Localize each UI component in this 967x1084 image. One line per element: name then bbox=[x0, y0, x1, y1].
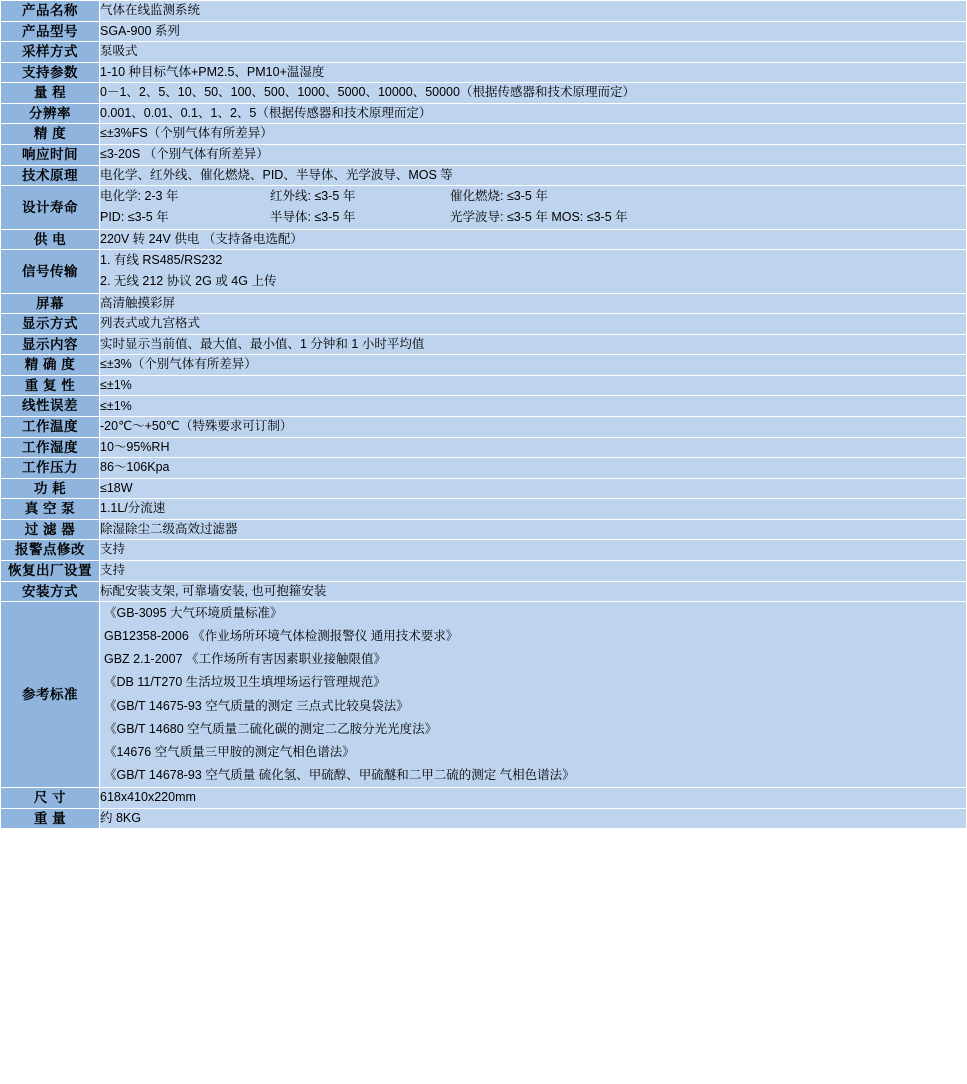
table-row bbox=[1, 144, 967, 165]
row-label: 技术原理 bbox=[1, 165, 100, 186]
table-row bbox=[1, 560, 967, 581]
row-label: 显示内容 bbox=[1, 334, 100, 355]
row-value: 1-10 种目标气体+PM2.5、PM10+温湿度 bbox=[100, 62, 967, 83]
row-label: 量 程 bbox=[1, 83, 100, 104]
row-label: 显示方式 bbox=[1, 314, 100, 335]
design-life-row bbox=[100, 186, 966, 207]
design-life-cell: 催化燃烧: ≤3-5 年 bbox=[450, 189, 548, 204]
table-row bbox=[1, 165, 967, 186]
row-label: 供 电 bbox=[1, 229, 100, 250]
design-life-cell: 红外线: ≤3-5 年 bbox=[270, 189, 356, 204]
row-value: ≤±1% bbox=[100, 375, 967, 396]
table-row bbox=[1, 788, 967, 809]
row-label: 功 耗 bbox=[1, 478, 100, 499]
row-label: 参考标准 bbox=[1, 602, 100, 788]
row-value: 标配安装支架, 可靠墙安装, 也可抱箍安装 bbox=[100, 581, 967, 602]
table-row bbox=[1, 396, 967, 417]
row-value: 约 8KG bbox=[100, 808, 967, 829]
row-value: 高清触摸彩屏 bbox=[100, 293, 967, 314]
row-label: 安装方式 bbox=[1, 581, 100, 602]
table-row-design-life bbox=[1, 186, 967, 230]
table-row bbox=[1, 458, 967, 479]
row-value: 支持 bbox=[100, 560, 967, 581]
standard-item: GB12358-2006 《作业场所环境气体检测报警仪 通用技术要求》 bbox=[104, 629, 459, 644]
row-label: 产品名称 bbox=[1, 1, 100, 22]
row-label: 支持参数 bbox=[1, 62, 100, 83]
row-label: 采样方式 bbox=[1, 42, 100, 63]
row-label: 工作温度 bbox=[1, 417, 100, 438]
row-value: 0.001、0.01、0.1、1、2、5（根据传感器和技术原理而定） bbox=[100, 103, 967, 124]
row-label: 产品型号 bbox=[1, 21, 100, 42]
table-row bbox=[1, 21, 967, 42]
row-value: 电化学、红外线、催化燃烧、PID、半导体、光学波导、MOS 等 bbox=[100, 165, 967, 186]
table-row bbox=[1, 334, 967, 355]
design-life-cell: 光学波导: ≤3-5 年 MOS: ≤3-5 年 bbox=[450, 210, 628, 225]
row-value: 1.1L/分流速 bbox=[100, 499, 967, 520]
row-value: 220V 转 24V 供电 （支持备电选配） bbox=[100, 229, 967, 250]
table-row bbox=[1, 581, 967, 602]
row-label: 尺 寸 bbox=[1, 788, 100, 809]
table-row bbox=[1, 499, 967, 520]
table-row bbox=[1, 375, 967, 396]
row-label: 分辨率 bbox=[1, 103, 100, 124]
row-label: 真 空 泵 bbox=[1, 499, 100, 520]
row-label: 重 量 bbox=[1, 808, 100, 829]
row-label: 线性误差 bbox=[1, 396, 100, 417]
row-value: ≤±3%（个别气体有所差异） bbox=[100, 355, 967, 376]
row-value: 除湿除尘二级高效过滤器 bbox=[100, 519, 967, 540]
table-row bbox=[1, 229, 967, 250]
standard-item: 《DB 11/T270 生活垃圾卫生填埋场运行管理规范》 bbox=[104, 675, 386, 690]
row-value: ≤18W bbox=[100, 478, 967, 499]
row-value: 10～95%RH bbox=[100, 437, 967, 458]
row-value: ≤±3%FS（个别气体有所差异） bbox=[100, 124, 967, 145]
row-label: 设计寿命 bbox=[1, 186, 100, 230]
row-value: 实时显示当前值、最大值、最小值、1 分钟和 1 小时平均值 bbox=[100, 334, 967, 355]
table-row bbox=[1, 1, 967, 22]
row-value: 618x410x220mm bbox=[100, 788, 967, 809]
row-value: 气体在线监测系统 bbox=[100, 1, 967, 22]
table-row bbox=[1, 355, 967, 376]
row-value: 86～106Kpa bbox=[100, 458, 967, 479]
standard-item: 《GB-3095 大气环境质量标准》 bbox=[104, 606, 283, 621]
row-label: 精 确 度 bbox=[1, 355, 100, 376]
table-row bbox=[1, 314, 967, 335]
standard-item: 《GB/T 14678-93 空气质量 硫化氢、甲硫醇、甲硫醚和二甲二硫的测定 气相色谱法》 bbox=[104, 767, 575, 782]
standard-item: 《GB/T 14675-93 空气质量的测定 三点式比较臭袋法》 bbox=[104, 698, 409, 713]
table-row bbox=[1, 293, 967, 314]
row-label: 过 滤 器 bbox=[1, 519, 100, 540]
row-label: 精 度 bbox=[1, 124, 100, 145]
table-row bbox=[1, 62, 967, 83]
row-value: SGA-900 系列 bbox=[100, 21, 967, 42]
design-life-grid bbox=[100, 186, 966, 229]
table-row bbox=[1, 83, 967, 104]
row-value: 0－1、2、5、10、50、100、500、1000、5000、10000、50000（根据传感器和技术原理而定） bbox=[100, 83, 967, 104]
table-row bbox=[1, 124, 967, 145]
table-row bbox=[1, 417, 967, 438]
table-row-standards bbox=[1, 602, 967, 788]
row-value: 泵吸式 bbox=[100, 42, 967, 63]
row-value-design-life bbox=[100, 186, 967, 230]
row-value: 支持 bbox=[100, 540, 967, 561]
signal-line: 1. 有线 RS485/RS232 bbox=[100, 253, 223, 268]
design-life-cell: 半导体: ≤3-5 年 bbox=[270, 210, 356, 225]
row-value: 列表式或九宫格式 bbox=[100, 314, 967, 335]
row-value-signal bbox=[100, 250, 967, 294]
table-row-signal bbox=[1, 250, 967, 294]
table-row bbox=[1, 42, 967, 63]
table-row bbox=[1, 103, 967, 124]
design-life-cell: PID: ≤3-5 年 bbox=[100, 210, 169, 225]
table-row bbox=[1, 540, 967, 561]
standard-item: 《14676 空气质量三甲胺的测定气相色谱法》 bbox=[104, 744, 355, 759]
standard-item: 《GB/T 14680 空气质量二硫化碳的测定二乙胺分光光度法》 bbox=[104, 721, 438, 736]
row-label: 响应时间 bbox=[1, 144, 100, 165]
row-label: 工作湿度 bbox=[1, 437, 100, 458]
row-value-standards bbox=[100, 602, 967, 788]
table-row bbox=[1, 478, 967, 499]
table-row bbox=[1, 519, 967, 540]
row-label: 信号传输 bbox=[1, 250, 100, 294]
table-row bbox=[1, 808, 967, 829]
row-value: ≤±1% bbox=[100, 396, 967, 417]
row-label: 报警点修改 bbox=[1, 540, 100, 561]
design-life-row bbox=[100, 207, 966, 228]
row-label: 恢复出厂设置 bbox=[1, 560, 100, 581]
signal-line: 2. 无线 212 协议 2G 或 4G 上传 bbox=[100, 274, 277, 289]
row-value: ≤3-20S （个别气体有所差异） bbox=[100, 144, 967, 165]
standard-item: GBZ 2.1-2007 《工作场所有害因素职业接触限值》 bbox=[104, 652, 386, 667]
design-life-cell: 电化学: 2-3 年 bbox=[100, 189, 179, 204]
row-label: 工作压力 bbox=[1, 458, 100, 479]
row-label: 重 复 性 bbox=[1, 375, 100, 396]
row-value: -20℃～+50℃（特殊要求可订制） bbox=[100, 417, 967, 438]
row-label: 屏幕 bbox=[1, 293, 100, 314]
table-row bbox=[1, 437, 967, 458]
